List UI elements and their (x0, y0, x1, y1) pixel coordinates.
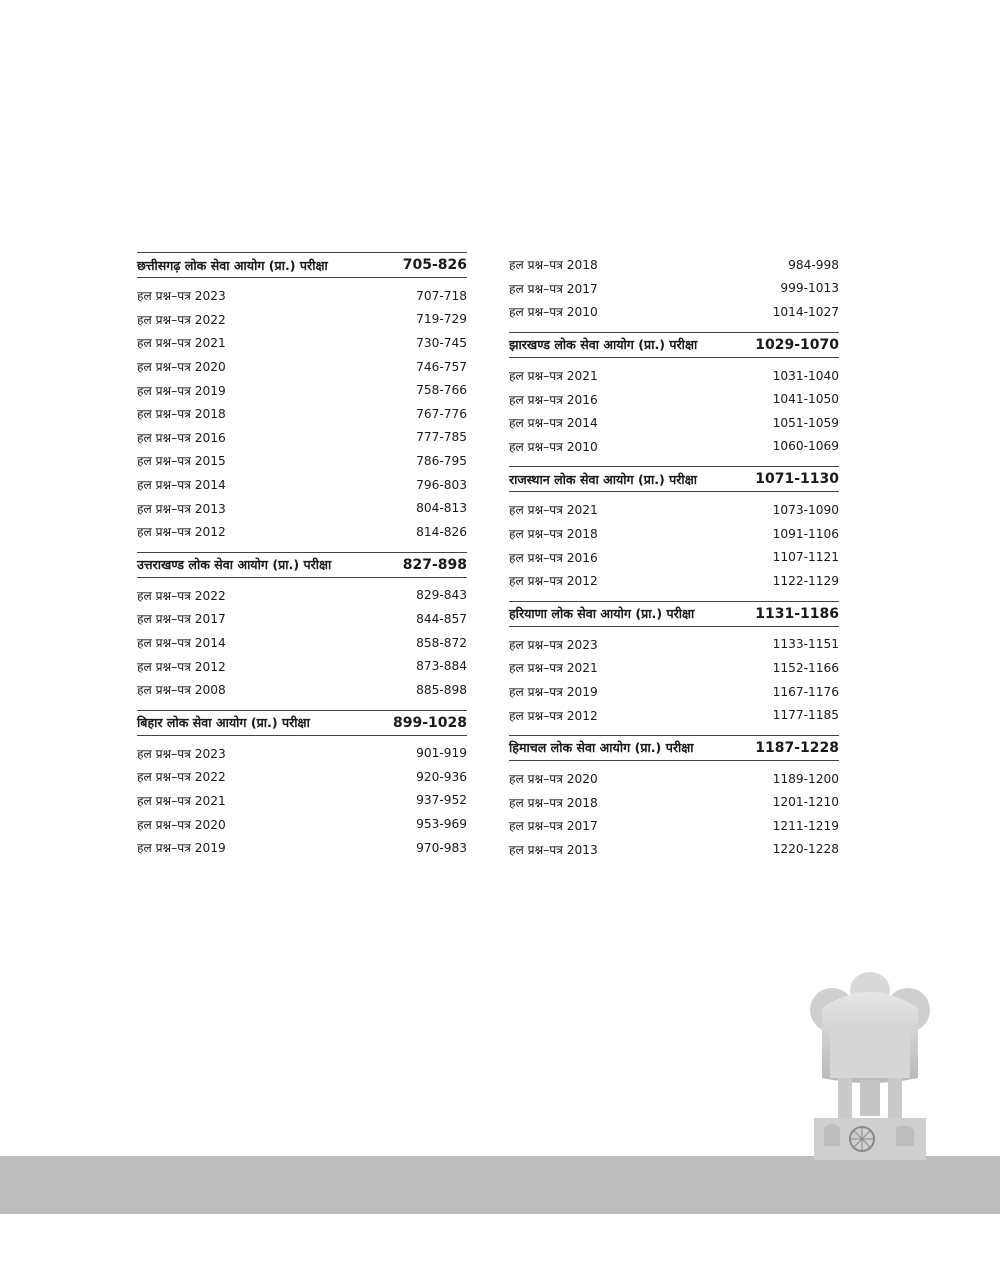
entry-label: हल प्रश्न–पत्र 2019 (137, 383, 226, 398)
section-gap (509, 727, 839, 735)
entry-pages: 1060-1069 (772, 439, 839, 454)
entry-label: हल प्रश्न–पत्र 2016 (509, 392, 598, 407)
entry-label: हल प्रश्न–पत्र 2020 (137, 360, 226, 375)
section-title: उत्तराखण्ड लोक सेवा आयोग (प्रा.) परीक्षा (137, 557, 332, 573)
toc-entry (137, 449, 467, 473)
section-title: बिहार लोक सेवा आयोग (प्रा.) परीक्षा (137, 715, 310, 730)
entry-pages: 937-952 (416, 793, 467, 808)
entry-label: हल प्रश्न–पत्र 2012 (509, 708, 598, 723)
entry-label: हल प्रश्न–पत्र 2012 (509, 574, 598, 589)
entry-pages: 707-718 (416, 288, 467, 303)
entry-label: हल प्रश्न–पत्र 2022 (137, 312, 226, 327)
toc-entry (137, 284, 467, 308)
entry-pages: 1014-1027 (772, 304, 839, 319)
toc-entry (509, 838, 839, 862)
toc-entry (509, 680, 839, 704)
toc-entry (509, 767, 839, 791)
section-title: हिमाचल लोक सेवा आयोग (प्रा.) परीक्षा (509, 740, 694, 756)
toc-entry (137, 496, 467, 520)
entry-label: हल प्रश्न–पत्र 2016 (137, 430, 226, 445)
right-column (509, 253, 839, 869)
toc-entry (137, 473, 467, 497)
entry-label: हल प्रश्न–पत्र 2018 (509, 527, 598, 542)
section-gap (509, 458, 839, 466)
section-title: छत्तीसगढ़ लोक सेवा आयोग (प्रा.) परीक्षा (137, 257, 328, 273)
toc-entry (137, 607, 467, 631)
entry-label: हल प्रश्न–पत्र 2010 (509, 439, 598, 454)
entry-label: हल प्रश्न–पत्र 2014 (137, 636, 226, 651)
section-title: हरियाणा लोक सेवा आयोग (प्रा.) परीक्षा (509, 606, 695, 622)
toc-entry (137, 520, 467, 544)
section-gap (137, 859, 467, 867)
toc-entry (137, 789, 467, 813)
footer-band (0, 1156, 1000, 1214)
entry-label: हल प्रश्न–पत्र 2018 (509, 258, 598, 273)
section-page-range: 1131-1186 (755, 605, 839, 622)
section-heading (137, 552, 467, 578)
entry-label: हल प्रश्न–पत्र 2022 (137, 770, 226, 785)
entry-label: हल प्रश्न–पत्र 2013 (509, 842, 598, 857)
entry-pages: 1201-1210 (772, 795, 839, 810)
entry-label: हल प्रश्न–पत्र 2017 (509, 819, 598, 834)
entry-pages: 1177-1185 (772, 708, 839, 723)
entry-pages: 796-803 (416, 477, 467, 492)
toc-entry (137, 631, 467, 655)
entry-pages: 1041-1050 (772, 392, 839, 407)
entry-label: हल प्रश्न–पत्र 2015 (137, 454, 226, 469)
toc-entry (509, 411, 839, 435)
entry-label: हल प्रश्न–पत्र 2021 (509, 503, 598, 518)
entry-label: हल प्रश्न–पत्र 2012 (137, 659, 226, 674)
section-heading (509, 735, 839, 761)
entry-label: हल प्रश्न–पत्र 2014 (509, 416, 598, 431)
entry-label: हल प्रश्न–पत्र 2020 (137, 817, 226, 832)
toc-entry (509, 435, 839, 459)
entry-label: हल प्रश्न–पत्र 2023 (137, 746, 226, 761)
ashoka-emblem-icon (800, 968, 940, 1160)
toc-entry (509, 522, 839, 546)
entry-pages: 746-757 (416, 359, 467, 374)
section-gap (137, 702, 467, 710)
toc-entry (137, 765, 467, 789)
entry-pages: 767-776 (416, 406, 467, 421)
entry-pages: 920-936 (416, 769, 467, 784)
toc-entry (137, 331, 467, 355)
entry-label: हल प्रश्न–पत्र 2008 (137, 683, 226, 698)
entry-pages: 984-998 (788, 257, 839, 272)
entry-label: हल प्रश्न–पत्र 2021 (137, 793, 226, 808)
entry-pages: 1031-1040 (772, 368, 839, 383)
entry-pages: 858-872 (416, 635, 467, 650)
section-heading (137, 252, 467, 278)
toc-entry (509, 545, 839, 569)
entry-pages: 1073-1090 (772, 502, 839, 517)
section-title: झारखण्ड लोक सेवा आयोग (प्रा.) परीक्षा (509, 337, 698, 353)
toc-entry (137, 355, 467, 379)
entry-label: हल प्रश्न–पत्र 2016 (509, 550, 598, 565)
section-heading (509, 466, 839, 492)
entry-pages: 1167-1176 (772, 684, 839, 699)
entry-label: हल प्रश्न–पत्र 2010 (509, 305, 598, 320)
entry-pages: 885-898 (416, 682, 467, 697)
entry-label: हल प्रश्न–पत्र 2013 (137, 501, 226, 516)
toc-entry (509, 364, 839, 388)
toc-entry (509, 300, 839, 324)
entry-label: हल प्रश्न–पत्र 2014 (137, 478, 226, 493)
section-heading (137, 710, 467, 736)
entry-label: हल प्रश्न–पत्र 2023 (137, 289, 226, 304)
entry-pages: 1051-1059 (772, 415, 839, 430)
toc-entry (137, 742, 467, 766)
toc-entry (509, 498, 839, 522)
section-page-range: 899-1028 (393, 714, 467, 731)
toc-entry (509, 656, 839, 680)
entry-pages: 730-745 (416, 335, 467, 350)
section-page-range: 705-826 (402, 257, 467, 273)
toc-entry (509, 277, 839, 301)
entry-label: हल प्रश्न–पत्र 2022 (137, 588, 226, 603)
entry-pages: 758-766 (416, 383, 467, 398)
toc-entry (509, 569, 839, 593)
toc-entry (137, 402, 467, 426)
entry-label: हल प्रश्न–पत्र 2021 (509, 369, 598, 384)
toc-entry (509, 387, 839, 411)
entry-label: हल प्रश्न–पत्र 2018 (137, 407, 226, 422)
section-gap (137, 544, 467, 552)
entry-pages: 844-857 (416, 611, 467, 626)
entry-pages: 1152-1166 (772, 660, 839, 675)
entry-pages: 804-813 (416, 501, 467, 516)
entry-pages: 1211-1219 (772, 818, 839, 833)
section-heading (509, 332, 839, 358)
toc-entry (137, 836, 467, 860)
entry-pages: 829-843 (416, 588, 467, 603)
entry-pages: 953-969 (416, 817, 467, 832)
entry-label: हल प्रश्न–पत्र 2012 (137, 525, 226, 540)
entry-pages: 999-1013 (780, 281, 839, 296)
entry-pages: 970-983 (416, 840, 467, 855)
section-gap (509, 861, 839, 869)
toc-entry (137, 812, 467, 836)
section-gap (509, 593, 839, 601)
toc-entry (137, 678, 467, 702)
entry-label: हल प्रश्न–पत्र 2017 (509, 281, 598, 296)
entry-label: हल प्रश्न–पत्र 2020 (509, 772, 598, 787)
entry-label: हल प्रश्न–पत्र 2017 (137, 612, 226, 627)
entry-label: हल प्रश्न–पत्र 2018 (509, 795, 598, 810)
toc-entry (137, 426, 467, 450)
section-page-range: 827-898 (402, 556, 467, 573)
entry-pages: 1189-1200 (772, 771, 839, 786)
toc-entry (509, 703, 839, 727)
entry-pages: 814-826 (416, 524, 467, 539)
toc-entry (509, 253, 839, 277)
section-page-range: 1071-1130 (755, 471, 839, 488)
entry-pages: 873-884 (416, 659, 467, 674)
entry-pages: 1107-1121 (772, 550, 839, 565)
section-page-range: 1187-1228 (755, 739, 839, 756)
section-heading (509, 601, 839, 627)
entry-pages: 901-919 (416, 746, 467, 761)
section-gap (509, 324, 839, 332)
toc-entry (509, 791, 839, 815)
section-title: राजस्थान लोक सेवा आयोग (प्रा.) परीक्षा (509, 471, 697, 487)
toc-entry (137, 308, 467, 332)
entry-pages: 1133-1151 (772, 637, 839, 652)
entry-label: हल प्रश्न–पत्र 2023 (509, 637, 598, 652)
toc-entry (137, 654, 467, 678)
entry-label: हल प्रश्न–पत्र 2021 (509, 661, 598, 676)
entry-pages: 786-795 (416, 453, 467, 468)
section-page-range: 1029-1070 (755, 336, 839, 353)
entry-label: हल प्रश्न–पत्र 2021 (137, 336, 226, 351)
entry-pages: 777-785 (416, 430, 467, 445)
left-column (137, 252, 467, 867)
entry-label: हल प्रश्न–पत्र 2019 (509, 685, 598, 700)
entry-label: हल प्रश्न–पत्र 2019 (137, 841, 226, 856)
toc-entry (509, 814, 839, 838)
toc-entry (137, 378, 467, 402)
entry-pages: 1091-1106 (772, 526, 839, 541)
toc-entry (137, 584, 467, 608)
toc-entry (509, 633, 839, 657)
entry-pages: 719-729 (416, 312, 467, 327)
entry-pages: 1122-1129 (772, 573, 839, 588)
entry-pages: 1220-1228 (772, 842, 839, 857)
